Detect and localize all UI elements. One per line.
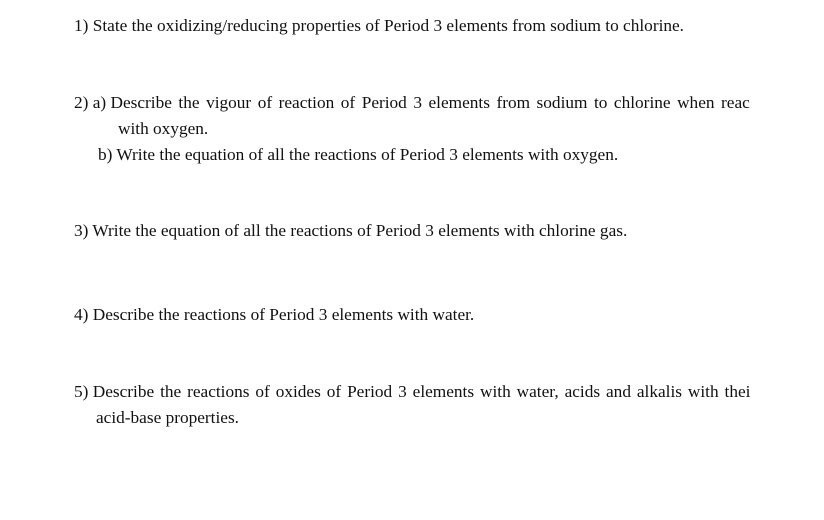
question-5-line-1 xyxy=(74,383,750,400)
question-5-number: 5) xyxy=(74,382,89,401)
question-2-part-a-line-1 xyxy=(74,94,750,111)
question-3-number: 3) xyxy=(74,221,89,240)
question-1 xyxy=(74,17,684,34)
question-2-part-b xyxy=(98,146,618,163)
question-2-part-a-text: Describe the vigour of reaction of Period 3 elements from sodium to chlorine when reac xyxy=(110,93,750,112)
question-2-number: 2) xyxy=(74,93,89,112)
question-2-part-b-text: Write the equation of all the reactions of Period 3 elements with oxygen. xyxy=(116,145,619,164)
question-1-text: State the oxidizing/reducing properties of Period 3 elements from sodium to chlorine. xyxy=(92,16,685,35)
question-2-part-b-label: b) xyxy=(98,145,113,164)
question-2-part-a-label: a) xyxy=(92,93,107,112)
question-5-text-line-1: Describe the reactions of oxides of Period 3 elements with water, acids and alkalis with thei xyxy=(92,382,751,401)
question-2-part-a-line-2: with oxygen. xyxy=(118,119,209,138)
question-4-text: Describe the reactions of Period 3 elements with water. xyxy=(92,305,475,324)
question-5-line-2: acid-base properties. xyxy=(96,408,239,427)
question-1-number: 1) xyxy=(74,16,89,35)
question-3-text: Write the equation of all the reactions of Period 3 elements with chlorine gas. xyxy=(92,221,628,240)
question-4 xyxy=(74,306,474,323)
question-3 xyxy=(74,222,627,239)
question-4-number: 4) xyxy=(74,305,89,324)
